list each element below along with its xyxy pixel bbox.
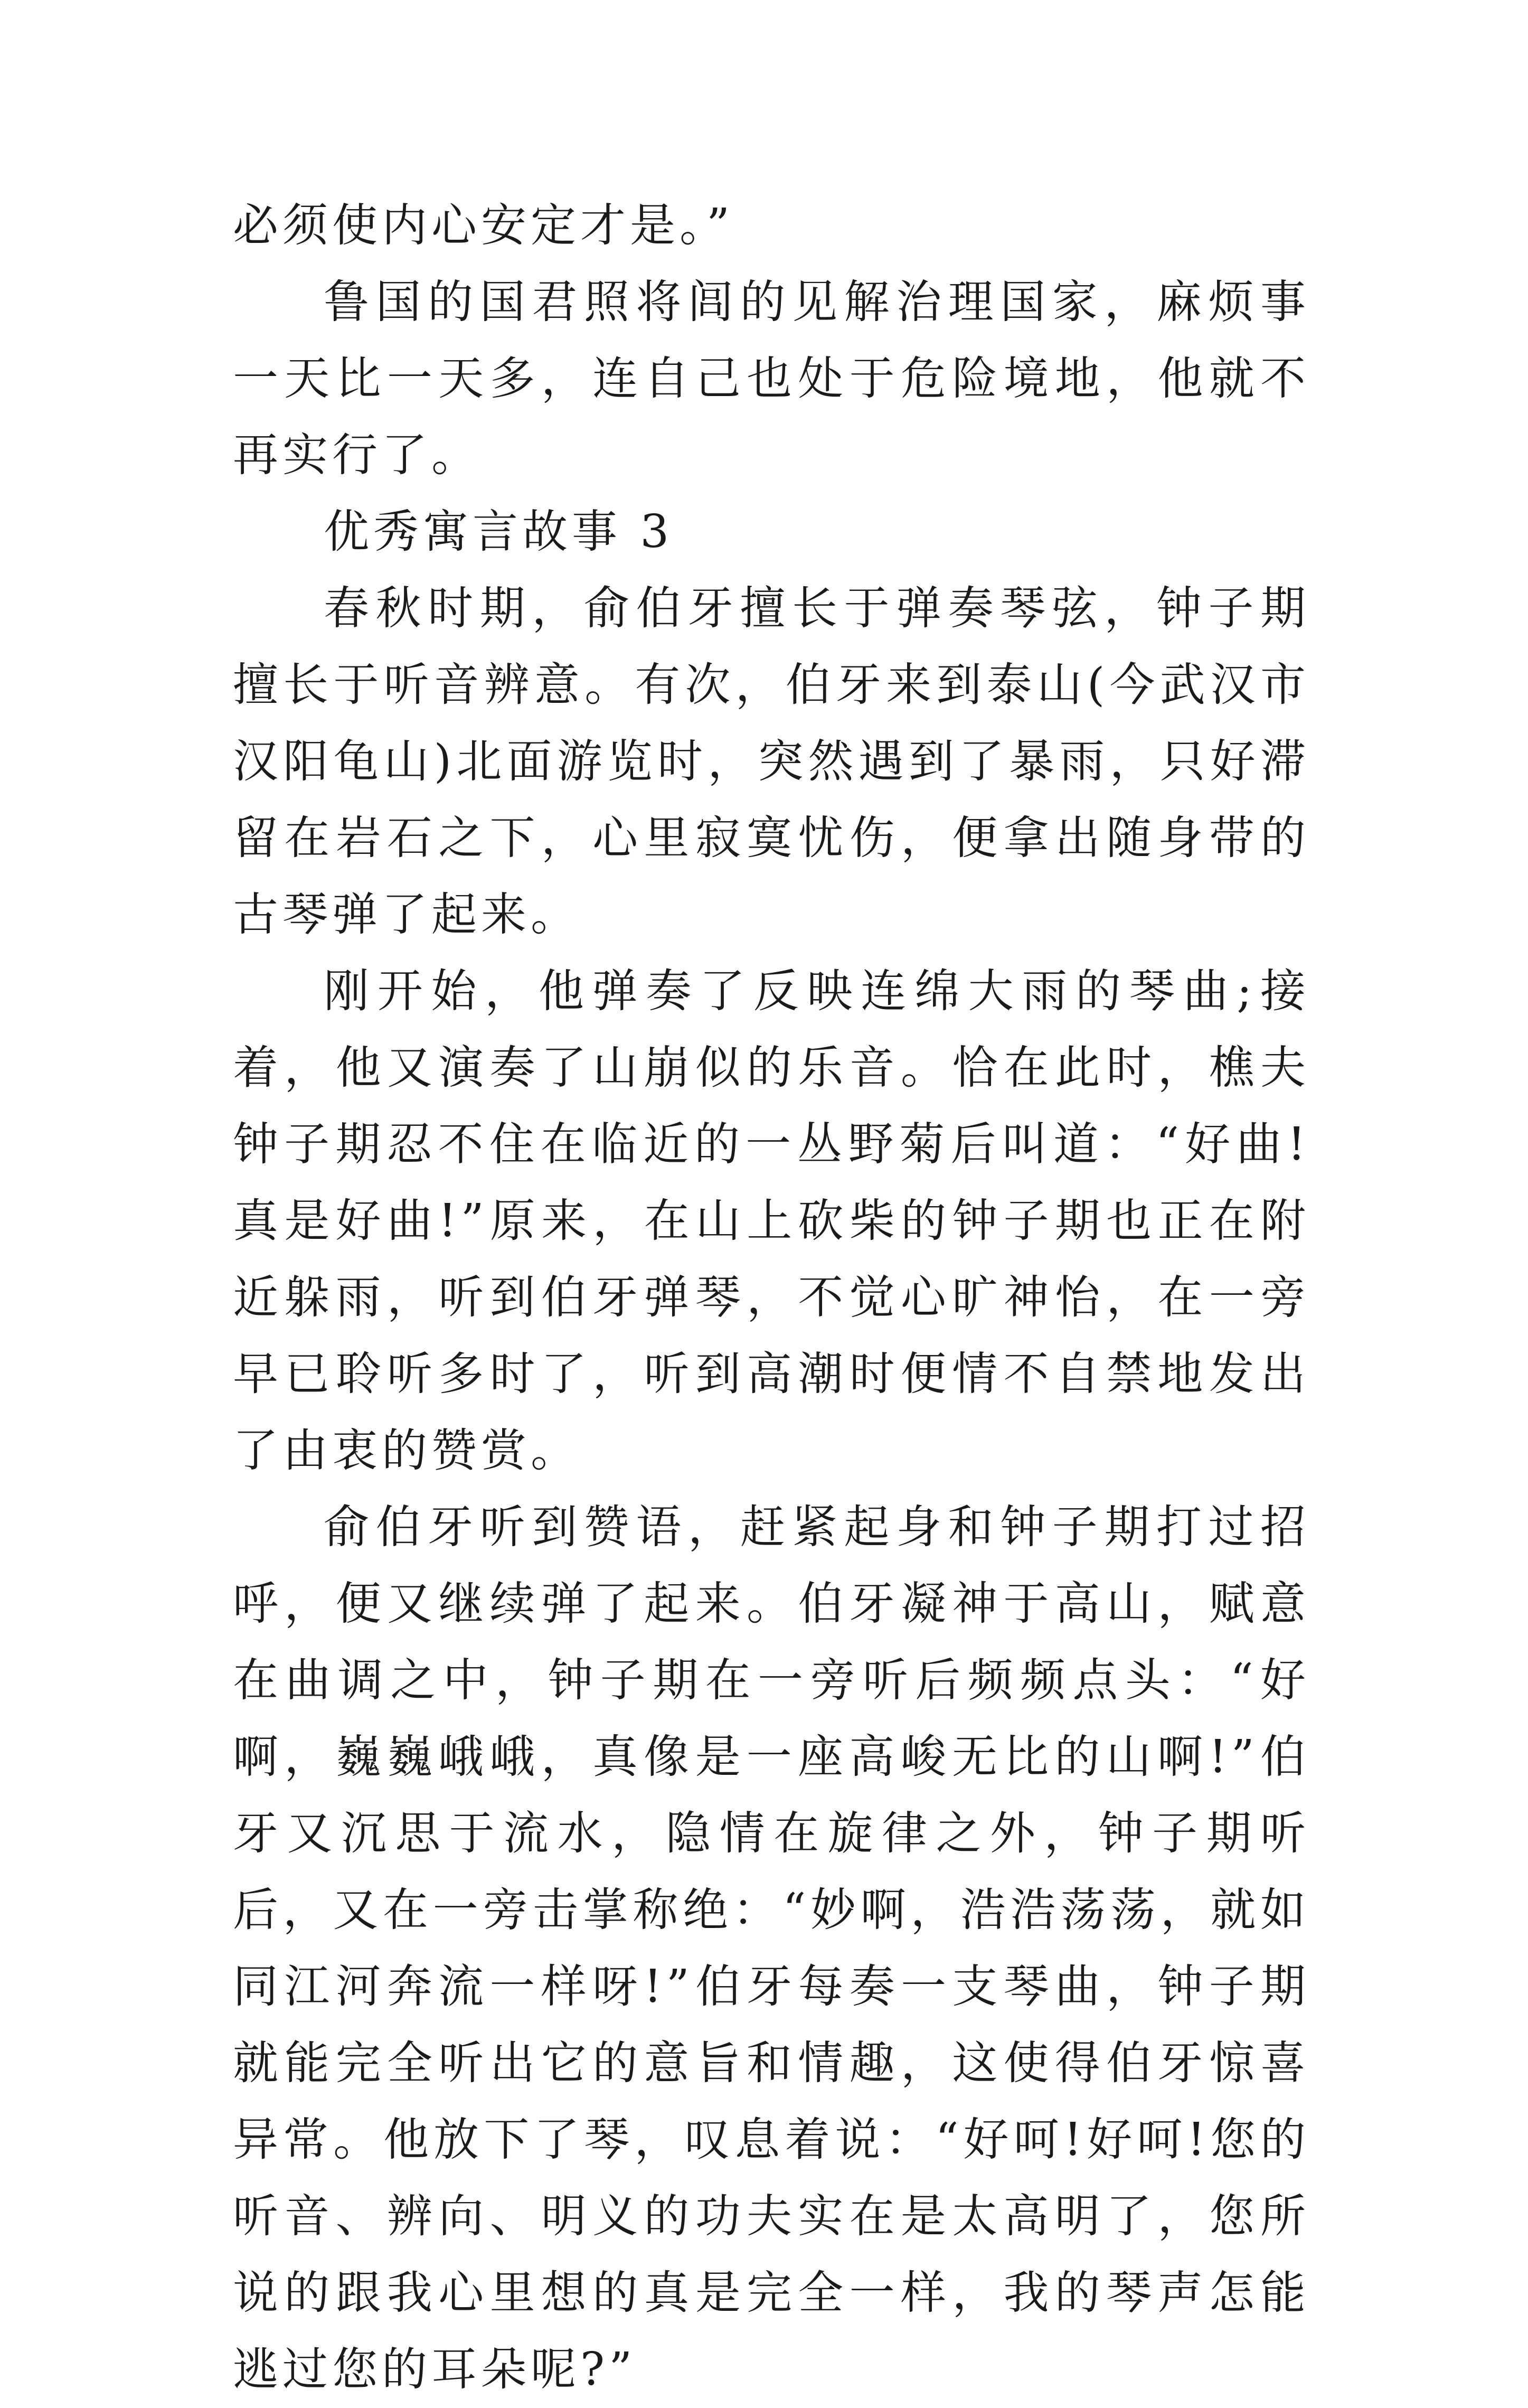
paragraph-continuation: 必须使内心安定才是。” [233,199,734,252]
paragraph-spring-autumn: 春秋时期，俞伯牙擅长于弹奏琴弦，钟子期擅长于听音辨意。有次，伯牙来到泰山(今武汉市汉阳龟山)北面游览时，突然遇到了暴雨，只好滞留在岩石之下，心里寂寞忧伤，便拿出随身带的古琴弹了起来。 [233,582,1310,941]
paragraph-lu-state: 鲁国的国君照将闾的见解治理国家，麻烦事一天比一天多，连自己也处于危险境地，他就不再实行了。 [233,276,1310,482]
paragraph-mountains-water: 俞伯牙听到赞语，赶紧起身和钟子期打过招呼，便又继续弹了起来。伯牙凝神于高山，赋意在曲调之中，钟子期在一旁听后频频点头：“好啊，巍巍峨峨，真像是一座高峻无比的山啊!”伯牙又沉思于流水，隐情在旋律之外，钟子期听后，又在一旁击掌称绝：“妙啊，浩浩荡荡，就如同江河奔流一样呀!”伯牙每奏一支琴曲，钟子期就能完全听出它的意旨和情趣，这使得伯牙惊喜异常。他放下了琴，叹息着说：“好呵!好呵!您的听音、辨向、明义的功夫实在是太高明了，您所说的跟我心里想的真是完全一样，我的琴声怎能逃过您的耳朵呢?” [233,1501,1310,2396]
document-body [233,187,1310,2408]
section-heading: 优秀寓言故事 3 [324,505,674,558]
paragraph-first-play: 刚开始，他弹奏了反映连绵大雨的琴曲;接着，他又演奏了山崩似的乐音。恰在此时，樵夫钟子期忍不住在临近的一丛野菊后叫道：“好曲!真是好曲!”原来，在山上砍柴的钟子期也正在附近躲雨，听到伯牙弹琴，不觉心旷神怡，在一旁早已聆听多时了，听到高潮时便情不自禁地发出了由衷的赞赏。 [233,965,1310,1477]
